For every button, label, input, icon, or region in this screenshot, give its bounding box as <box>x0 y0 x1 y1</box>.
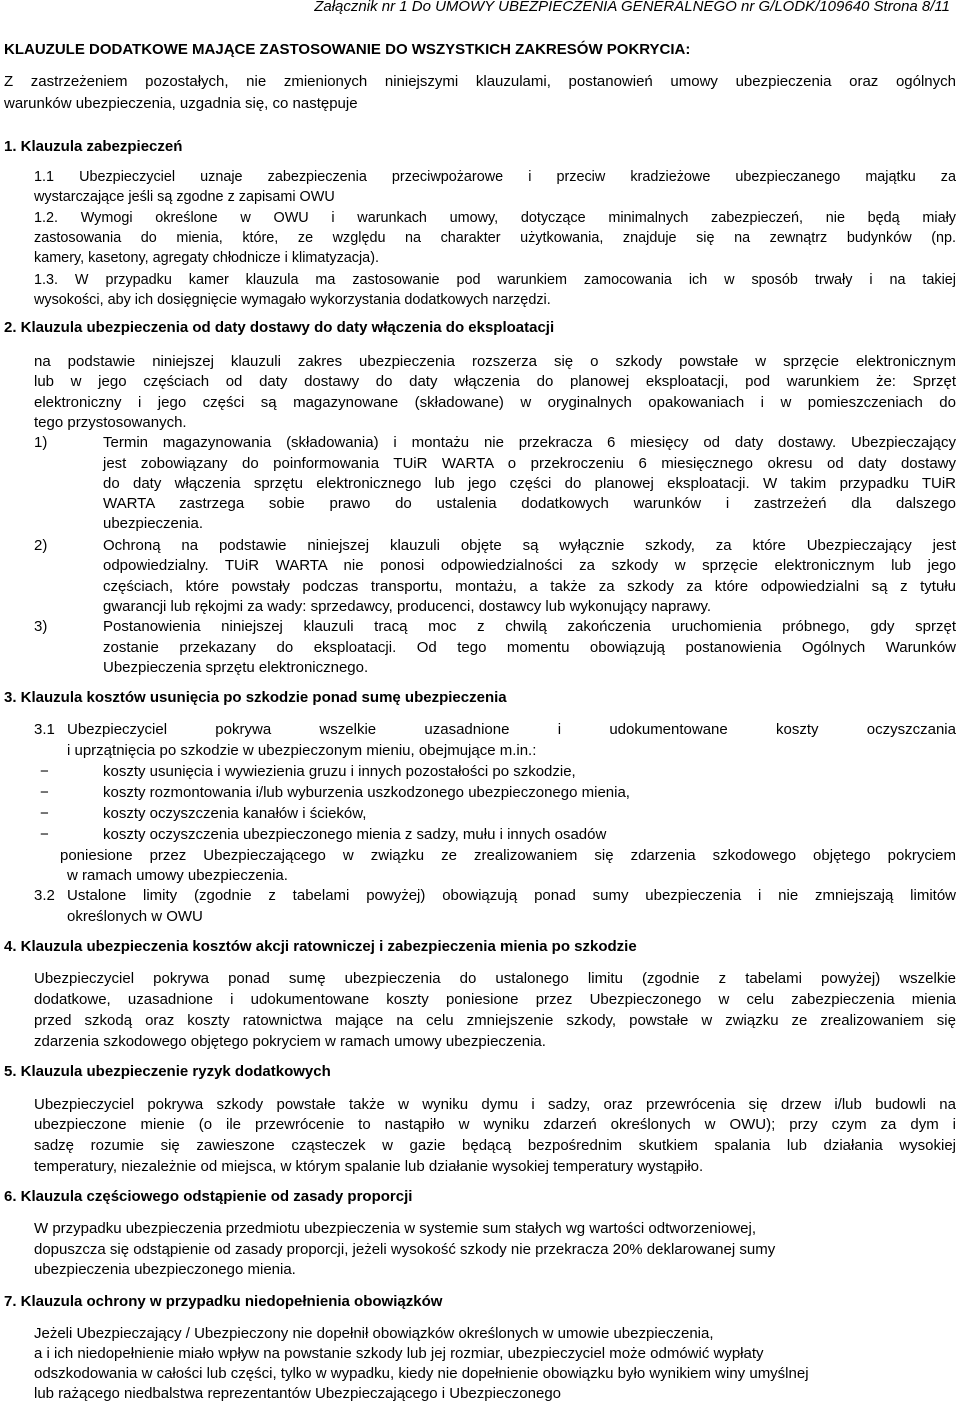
paragraph-line: przed szkodą oraz koszty ratownictwa mające na celu zmniejszenie szkody, powstałe w związku ze zrealizowaniem się <box>34 1012 956 1029</box>
list-item-line: zostanie przekazany do eksploatacji. Od tego momentu obowiązują postanowienia Ogólnych Warunków <box>103 639 956 656</box>
section-heading: 3. Klauzula kosztów usunięcia po szkodzie ponad sumę ubezpieczenia <box>4 689 507 706</box>
paragraph-line: dopuszcza się odstąpienie od zasady proporcji, jeżeli wysokość szkody nie przekracza 20% deklarowanej sumy <box>34 1241 776 1258</box>
paragraph-line: zdarzenia szkodowego objętego pokryciem w ramach umowy ubezpieczenia. <box>34 1033 546 1050</box>
paragraph-line: w ramach umowy ubezpieczenia. <box>67 867 288 884</box>
paragraph-line: określonych w OWU <box>67 908 203 925</box>
section-heading: 2. Klauzula ubezpieczenia od daty dostawy do daty włączenia do eksploatacji <box>4 319 555 336</box>
paragraph-line: i uprzątnięcia po szkodzie w ubezpieczonym mieniu, obejmujące m.in.: <box>67 742 537 759</box>
list-item-line: do daty włączenia sprzętu elektronicznego lub jego części do planowej eksploatacji. W takim przypadku TUiR <box>103 475 956 492</box>
paragraph-line: temperatury, niezależnie od miejsca, w którym spalanie lub działanie wysokiej temperatury wystąpiło. <box>34 1158 704 1175</box>
list-item-line: Termin magazynowania (składowania) i montażu nie przekracza 6 miesięcy od daty dostawy. Ubezpieczający <box>103 434 956 451</box>
list-item-line: odpowiedzialny. TUiR WARTA nie ponosi odpowiedzialności za szkody w sprzęcie elektronicznym lub jego <box>103 557 956 574</box>
paragraph-line: Ubezpieczyciel pokrywa wszelkie uzasadnione i udokumentowane koszty oczyszczania <box>67 721 956 738</box>
paragraph-line: elektroniczny i jego części są magazynowane (składowane) w oryginalnych opakowaniach i w pomieszczeniach do <box>34 394 956 411</box>
list-item-line: gwarancji lub rękojmi za wady: sprzedawcy, producenci, dostawcy lub wykonujący naprawy. <box>103 598 712 615</box>
bullet-dash: − <box>40 805 49 822</box>
bullet-item: koszty oczyszczenia ubezpieczonego mienia z sadzy, mułu i innych osadów <box>103 826 607 843</box>
list-number: 3) <box>34 618 48 635</box>
paragraph-line: 1.3. W przypadku kamer klauzula ma zastosowanie pod warunkiem zamocowania ich w sposób trwały i na takiej <box>34 272 956 288</box>
list-item-line: jest zobowiązany do poinformowania TUiR WARTA o przekroczeniu 6 miesięcznego okresu od daty dostawy <box>103 455 956 472</box>
list-item-line: Ochroną na podstawie niniejszej klauzuli objęte są wyłącznie szkody, za które Ubezpieczający jest <box>103 537 956 554</box>
paragraph-line: Jeżeli Ubezpieczający / Ubezpieczony nie dopełnił obowiązków określonych w umowie ubezpieczenia, <box>34 1325 714 1342</box>
paragraph-line: wystarczające jeśli są zgodne z zapisami OWU <box>34 189 335 205</box>
section-heading: 1. Klauzula zabezpieczeń <box>4 138 183 155</box>
main-title: KLAUZULE DODATKOWE MAJĄCE ZASTOSOWANIE DO WSZYSTKICH ZAKRESÓW POKRYCIA: <box>4 41 691 58</box>
list-item-line: częściach, które powstały podczas transportu, montażu, a także za szkody za które odpowiedzialni są z tytułu <box>103 578 956 595</box>
section-heading: 6. Klauzula częściowego odstąpienie od zasady proporcji <box>4 1188 413 1205</box>
bullet-item: koszty oczyszczenia kanałów i ścieków, <box>103 805 367 822</box>
section-heading: 4. Klauzula ubezpieczenia kosztów akcji ratowniczej i zabezpieczenia mienia po szkodzie <box>4 938 637 955</box>
list-item-line: Postanowienia niniejszej klauzuli tracą moc z chwilą zakończenia uruchomienia próbnego, gdy sprzęt <box>103 618 956 635</box>
bullet-dash: − <box>40 784 49 801</box>
paragraph-line: lub w jego częściach od daty dostawy do daty włączenia do planowej eksploatacji, pod warunkiem że: Sprzęt <box>34 373 956 390</box>
paragraph-line: ubezpieczenia ubezpieczonego mienia. <box>34 1261 296 1278</box>
paragraph-line: sadzę rozumie się zawieszone cząsteczek w gazie będącą bezpośrednim skutkiem spalania lub działania wysokiej <box>34 1137 956 1154</box>
paragraph-line: Ustalone limity (zgodnie z tabelami powyżej) obowiązują ponad sumy ubezpieczenia i nie zmniejszają limitów <box>67 887 956 904</box>
bullet-item: koszty rozmontowania i/lub wyburzenia uszkodzonego ubezpieczonego mienia, <box>103 784 630 801</box>
paragraph-line: wysokości, aby ich dosięgnięcie wymagało wykorzystania dodatkowych narzędzi. <box>34 292 551 308</box>
paragraph-line: a i ich niedopełnienie miało wpływ na powstanie szkody lub jej rozmiar, ubezpieczyciel może odmówić wypłaty <box>34 1345 764 1362</box>
paragraph-line: dodatkowe, uzasadnione i udokumentowane koszty poniesione przez Ubezpieczonego w celu zabezpieczenia mienia <box>34 991 956 1008</box>
paragraph-line: Ubezpieczyciel pokrywa szkody powstałe także w wyniku dymu i sadzy, oraz przewrócenia się drzew i/lub budowli na <box>34 1096 956 1113</box>
paragraph-line: odszkodowania w całości lub części, tylko w wypadku, kiedy nie dopełnienie obowiązku było wynikiem winy umyślnej <box>34 1365 809 1382</box>
list-item-line: Ubezpieczenia sprzętu elektronicznego. <box>103 659 369 676</box>
paragraph-number: 3.2 <box>34 887 55 904</box>
paragraph-line: Ubezpieczyciel pokrywa ponad sumę ubezpieczenia do ustalonego limitu (zgodnie z tabelami powyżej) wszelkie <box>34 970 956 987</box>
section-heading: 7. Klauzula ochrony w przypadku niedopełnienia obowiązków <box>4 1293 443 1310</box>
paragraph-line: tego przystosowanych. <box>34 414 187 431</box>
section-heading: 5. Klauzula ubezpieczenie ryzyk dodatkowych <box>4 1063 331 1080</box>
list-number: 1) <box>34 434 48 451</box>
bullet-dash: − <box>40 826 49 843</box>
paragraph-number: 3.1 <box>34 721 55 738</box>
bullet-dash: − <box>40 763 49 780</box>
paragraph-line: ubezpieczone mienie (o ile przewrócenie to nastąpiło w wyniku zdarzeń określonych w OWU); przy czym za dym i <box>34 1116 956 1133</box>
paragraph-line: 1.2. Wymogi określone w OWU i warunkach umowy, dotyczące minimalnych zabezpieczeń, nie będą miały <box>34 210 956 226</box>
bullet-item: koszty usunięcia i wywiezienia gruzu i innych pozostałości po szkodzie, <box>103 763 576 780</box>
paragraph-line: lub rażącego niedbalstwa reprezentantów Ubezpieczającego i Ubezpieczonego <box>34 1385 561 1402</box>
list-number: 2) <box>34 537 48 554</box>
paragraph-line: 1.1 Ubezpieczyciel uznaje zabezpieczenia przeciwpożarowe i przeciw kradzieżowe ubezpieczanego majątku za <box>34 169 956 185</box>
page-header: Załącznik nr 1 Do UMOWY UBEZPIECZENIA GENERALNEGO nr G/LODK/109640 Strona 8/11 <box>314 0 950 15</box>
paragraph-line: W przypadku ubezpieczenia przedmiotu ubezpieczenia w systemie sum stałych wg wartości odtworzeniowej, <box>34 1220 756 1237</box>
paragraph-line: zastosowania do mienia, które, ze względu na charakter użytkowania, znajduje się na zewnątrz budynków (np. <box>34 230 956 246</box>
paragraph-line: kamery, kasetony, agregaty chłodnicze i klimatyzacja). <box>34 250 379 266</box>
paragraph-line: poniesione przez Ubezpieczającego w związku ze zrealizowaniem się zdarzenia szkodowego objętego pokryciem <box>60 847 956 864</box>
list-item-line: ubezpieczenia. <box>103 515 204 532</box>
list-item-line: WARTA zastrzega sobie prawo do ustalenia dodatkowych warunków i zastrzeżeń dla dalszego <box>103 495 956 512</box>
paragraph-line: na podstawie niniejszej klauzuli zakres ubezpieczenia rozszerza się o szkody powstałe w sprzęcie elektronicznym <box>34 353 956 370</box>
intro-line: Z zastrzeżeniem pozostałych, nie zmienionych niniejszymi klauzulami, postanowień umowy ubezpieczenia oraz ogólnych <box>4 73 956 90</box>
intro-line: warunków ubezpieczenia, uzgadnia się, co następuje <box>4 95 358 112</box>
